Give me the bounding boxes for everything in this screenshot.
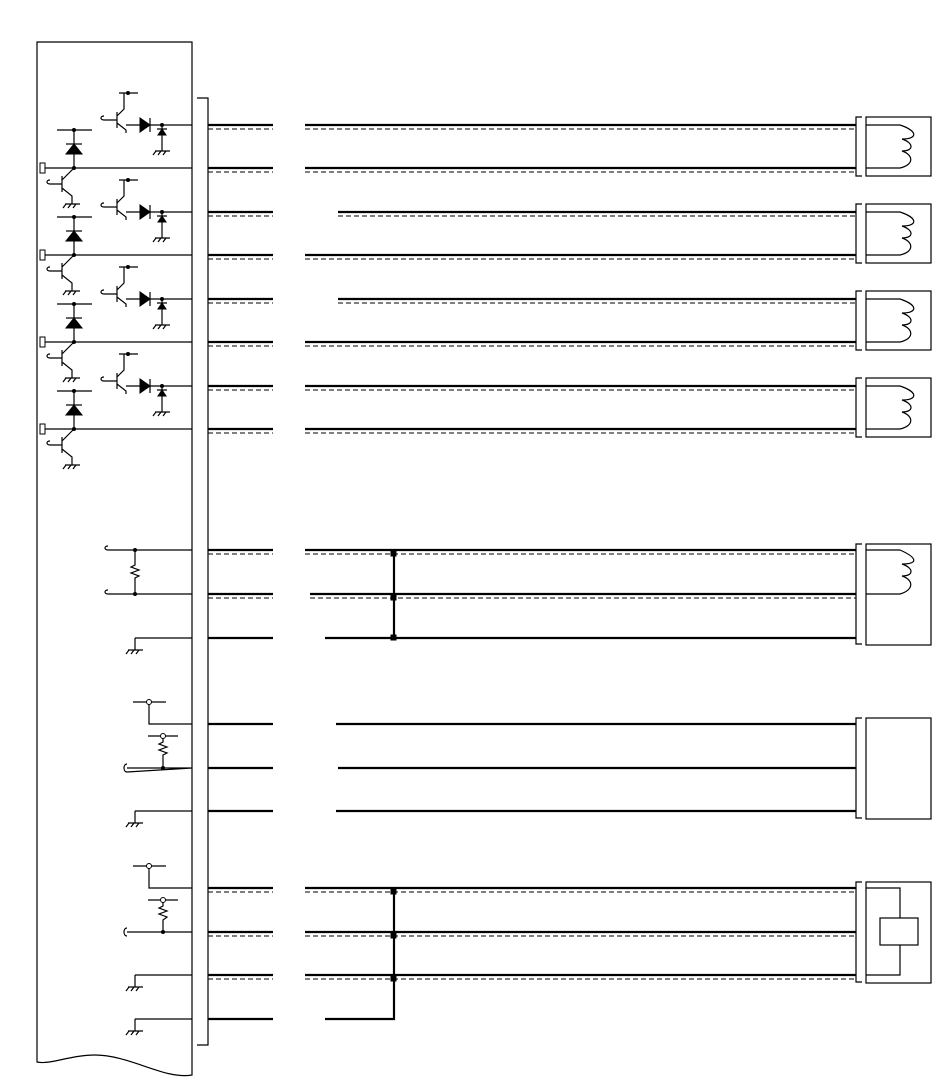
coil-harness-1: [208, 117, 931, 176]
driver-circuit-3: [40, 265, 192, 382]
coil-harness-4: [208, 378, 931, 437]
coil-load-box: [866, 291, 931, 350]
coil-sensor-group: [105, 544, 931, 654]
driver-circuit-2: [40, 178, 192, 295]
three-wire-sensor-group: [124, 700, 931, 828]
coil-load-box: [866, 378, 931, 437]
coil-icon: [866, 212, 914, 255]
diode-icon: [140, 292, 150, 306]
driver-circuit-1: [40, 91, 192, 208]
diode-icon: [140, 379, 150, 393]
diode-icon: [140, 118, 150, 132]
driver-circuits: [40, 91, 192, 469]
main-connector: [197, 98, 208, 1045]
driver-circuit-4: [40, 352, 192, 469]
control-unit-box: [37, 42, 192, 1076]
coil-harness-2: [208, 204, 931, 263]
coil-icon: [866, 386, 914, 429]
four-wire-sensor-group: [124, 864, 931, 1036]
coil-icon: [866, 125, 914, 168]
coil-load-harness: [208, 117, 931, 437]
coil-harness-3: [208, 291, 931, 350]
coil-load-box: [866, 204, 931, 263]
coil-load-box: [866, 117, 931, 176]
diode-icon: [140, 205, 150, 219]
coil-icon: [866, 299, 914, 342]
